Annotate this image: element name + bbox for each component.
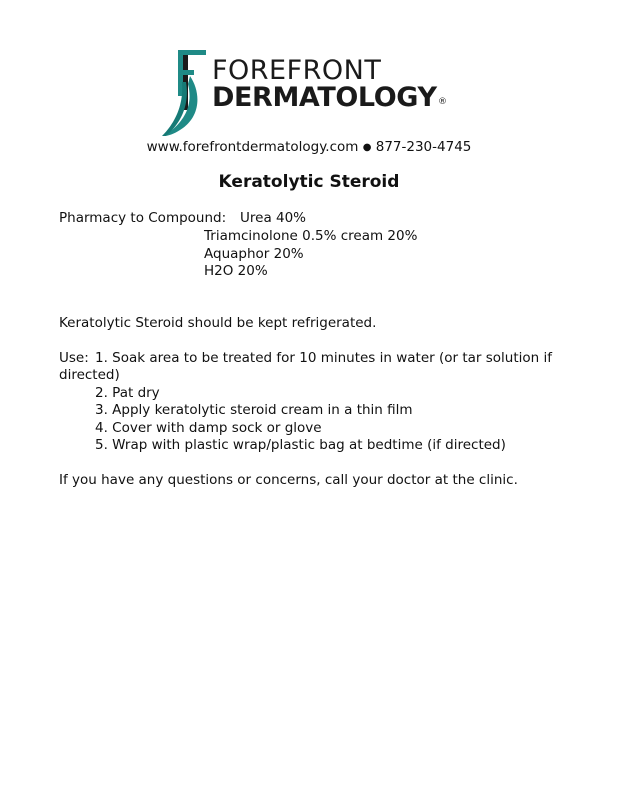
bullet-separator: ●: [362, 142, 372, 153]
ingredient-water: H2O 20%: [204, 263, 268, 279]
phone-number: 877-230-4745: [375, 139, 472, 155]
forefront-logo-mark-icon: [160, 46, 212, 140]
use-step-1-continued: directed): [59, 367, 120, 383]
logo-text-dermatology: DERMATOLOGY: [212, 82, 437, 113]
ingredient-aquaphor: Aquaphor 20%: [204, 246, 304, 262]
registered-mark: ®: [438, 97, 447, 107]
use-step-5: 5. Wrap with plastic wrap/plastic bag at bedtime (if directed): [95, 437, 506, 453]
website-link[interactable]: www.forefrontdermatology.com: [146, 139, 359, 155]
use-step-4: 4. Cover with damp sock or glove: [95, 420, 322, 436]
page-title: Keratolytic Steroid: [218, 172, 400, 192]
use-step-2: 2. Pat dry: [95, 385, 160, 401]
logo-text-forefront: FOREFRONT: [212, 55, 382, 86]
storage-note: Keratolytic Steroid should be kept refrigerated.: [59, 315, 377, 331]
closing-note: If you have any questions or concerns, call your doctor at the clinic.: [59, 472, 518, 488]
use-step-1: 1. Soak area to be treated for 10 minutes in water (or tar solution if: [95, 350, 553, 366]
pharmacy-label: Pharmacy to Compound:: [59, 210, 227, 226]
ingredient-triamcinolone: Triamcinolone 0.5% cream 20%: [204, 228, 418, 244]
use-step-3: 3. Apply keratolytic steroid cream in a thin film: [95, 402, 413, 418]
contact-line: [0, 138, 618, 157]
ingredient-urea: Urea 40%: [240, 210, 307, 226]
use-label: Use:: [59, 350, 89, 366]
